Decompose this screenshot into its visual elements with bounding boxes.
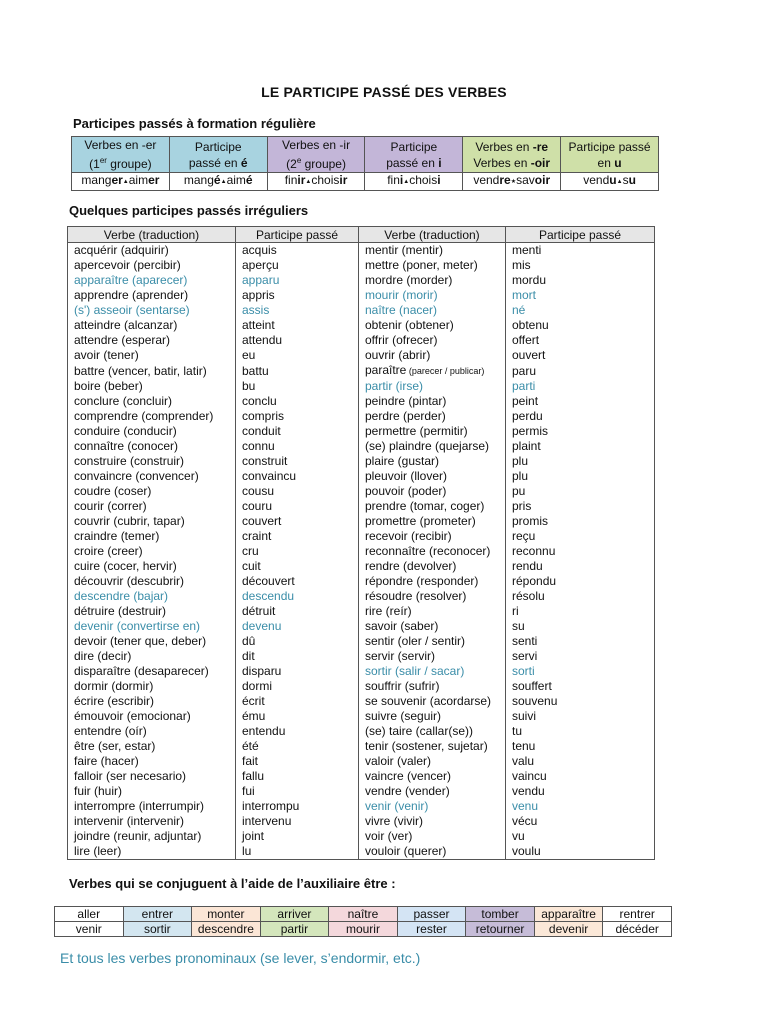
regular-section-heading: Participes passés à formation régulière	[73, 116, 316, 131]
verb-cell: interrompre (interrumpir)	[68, 799, 236, 814]
participle-cell: parti	[506, 379, 655, 394]
participle-cell: cru	[236, 544, 359, 559]
header-participle-u: Participe passé en u	[561, 137, 659, 173]
irregular-table-body	[68, 243, 655, 860]
participle-cell: menti	[506, 243, 655, 259]
table-row	[68, 844, 655, 860]
participle-cell: vu	[506, 829, 655, 844]
header-re-oir-verbs: Verbes en -re Verbes en -oir	[463, 137, 561, 173]
verb-cell: se souvenir (acordarse)	[359, 694, 506, 709]
table-row	[68, 829, 655, 844]
verb-cell: obtenir (obtener)	[359, 318, 506, 333]
participle-cell: tu	[506, 724, 655, 739]
verb-cell: devoir (tener que, deber)	[68, 634, 236, 649]
participle-cell: cousu	[236, 484, 359, 499]
participle-cell: plu	[506, 454, 655, 469]
verb-cell: plaire (gustar)	[359, 454, 506, 469]
table-row	[68, 363, 655, 379]
participle-cell: devenu	[236, 619, 359, 634]
verb-cell: apercevoir (percibir)	[68, 258, 236, 273]
verb-cell: fuir (huir)	[68, 784, 236, 799]
example-cell: vendu▲su	[561, 173, 659, 191]
participle-cell: promis	[506, 514, 655, 529]
verb-cell: battre (vencer, batir, latir)	[68, 363, 236, 379]
verb-cell: dormir (dormir)	[68, 679, 236, 694]
example-cell: manger▲aimer	[72, 173, 170, 191]
table-row	[68, 499, 655, 514]
participle-cell: plu	[506, 469, 655, 484]
participle-cell: bu	[236, 379, 359, 394]
participle-cell: reconnu	[506, 544, 655, 559]
regular-header-row	[72, 137, 659, 173]
verb-cell: reconnaître (reconocer)	[359, 544, 506, 559]
verb-cell: mentir (mentir)	[359, 243, 506, 259]
table-row	[68, 409, 655, 424]
participle-cell: répondu	[506, 574, 655, 589]
verb-cell: courir (correr)	[68, 499, 236, 514]
table-row	[68, 694, 655, 709]
participle-cell: intervenu	[236, 814, 359, 829]
header-participle-i: Participe passé en i	[365, 137, 463, 173]
verb-cell: joindre (reunir, adjuntar)	[68, 829, 236, 844]
etre-verb-cell: descendre	[192, 922, 261, 937]
verb-cell: (se) taire (callar(se))	[359, 724, 506, 739]
etre-verb-cell: rester	[397, 922, 466, 937]
table-row	[68, 739, 655, 754]
participle-cell: né	[506, 303, 655, 318]
participle-cell: ouvert	[506, 348, 655, 363]
participle-cell: dû	[236, 634, 359, 649]
participle-cell: servi	[506, 649, 655, 664]
etre-section-heading: Verbes qui se conjuguent à l’aide de l’auxiliaire être :	[69, 876, 396, 891]
participle-cell: aperçu	[236, 258, 359, 273]
participle-cell: acquis	[236, 243, 359, 259]
etre-verb-cell: monter	[192, 907, 261, 922]
participle-cell: interrompu	[236, 799, 359, 814]
verb-cell: devenir (convertirse en)	[68, 619, 236, 634]
verb-cell: servir (servir)	[359, 649, 506, 664]
verb-cell: perdre (perder)	[359, 409, 506, 424]
table-row	[68, 379, 655, 394]
etre-verb-cell: entrer	[123, 907, 192, 922]
header-er-verbs: Verbes en -er (1er groupe)	[72, 137, 170, 173]
participle-cell: peint	[506, 394, 655, 409]
verb-cell: voir (ver)	[359, 829, 506, 844]
verb-cell: valoir (valer)	[359, 754, 506, 769]
verb-cell: boire (beber)	[68, 379, 236, 394]
table-row	[68, 484, 655, 499]
participle-cell: convaincu	[236, 469, 359, 484]
verb-cell: coudre (coser)	[68, 484, 236, 499]
table-row	[68, 589, 655, 604]
etre-verb-cell: retourner	[466, 922, 535, 937]
participle-cell: pu	[506, 484, 655, 499]
participle-cell: connu	[236, 439, 359, 454]
etre-row	[55, 907, 672, 922]
participle-cell: assis	[236, 303, 359, 318]
participle-cell: résolu	[506, 589, 655, 604]
irregular-section-heading: Quelques participes passés irréguliers	[69, 203, 309, 218]
pronominal-verbs-note: Et tous les verbes pronominaux (se lever, s’endormir, etc.)	[60, 950, 421, 966]
verb-cell: vouloir (querer)	[359, 844, 506, 860]
table-row	[68, 574, 655, 589]
verb-cell: paraître (parecer / publicar)	[359, 363, 506, 379]
participle-cell: découvert	[236, 574, 359, 589]
verb-cell: mourir (morir)	[359, 288, 506, 303]
participle-cell: souffert	[506, 679, 655, 694]
verb-cell: attendre (esperar)	[68, 333, 236, 348]
participle-cell: mort	[506, 288, 655, 303]
table-row	[68, 469, 655, 484]
participle-cell: battu	[236, 363, 359, 379]
verb-cell: prendre (tomar, coger)	[359, 499, 506, 514]
table-row	[68, 559, 655, 574]
table-row	[68, 273, 655, 288]
verb-cell: intervenir (intervenir)	[68, 814, 236, 829]
table-row	[68, 784, 655, 799]
verb-cell: recevoir (recibir)	[359, 529, 506, 544]
irregular-participles-table	[67, 226, 655, 860]
verb-cell: pouvoir (poder)	[359, 484, 506, 499]
participle-cell: plaint	[506, 439, 655, 454]
table-row	[68, 544, 655, 559]
etre-verbs-table	[54, 906, 672, 937]
table-row	[68, 303, 655, 318]
table-row	[68, 514, 655, 529]
verb-cell: connaître (conocer)	[68, 439, 236, 454]
verb-cell: lire (leer)	[68, 844, 236, 860]
table-row	[68, 348, 655, 363]
etre-verb-cell: décéder	[603, 922, 672, 937]
table-row	[68, 814, 655, 829]
verb-cell: apprendre (aprender)	[68, 288, 236, 303]
table-row	[68, 754, 655, 769]
table-row	[68, 679, 655, 694]
table-row	[68, 619, 655, 634]
participle-cell: été	[236, 739, 359, 754]
participle-cell: tenu	[506, 739, 655, 754]
verb-cell: conclure (concluir)	[68, 394, 236, 409]
verb-cell: répondre (responder)	[359, 574, 506, 589]
participle-cell: appris	[236, 288, 359, 303]
example-cell: mangé▲aimé	[169, 173, 267, 191]
verb-cell: descendre (bajar)	[68, 589, 236, 604]
participle-cell: compris	[236, 409, 359, 424]
etre-verb-cell: arriver	[260, 907, 329, 922]
verb-cell: tenir (sostener, sujetar)	[359, 739, 506, 754]
participle-cell: conduit	[236, 424, 359, 439]
table-row	[68, 439, 655, 454]
table-row	[68, 258, 655, 273]
participle-cell: su	[506, 619, 655, 634]
etre-verb-cell: passer	[397, 907, 466, 922]
verb-cell: construire (construir)	[68, 454, 236, 469]
verb-cell: émouvoir (emocionar)	[68, 709, 236, 724]
verb-cell: vendre (vender)	[359, 784, 506, 799]
verb-cell: conduire (conducir)	[68, 424, 236, 439]
table-row	[68, 333, 655, 348]
participle-cell: paru	[506, 363, 655, 379]
etre-verb-cell: aller	[55, 907, 124, 922]
verb-cell: rendre (devolver)	[359, 559, 506, 574]
etre-verb-cell: devenir	[534, 922, 603, 937]
verb-cell: (s') asseoir (sentarse)	[68, 303, 236, 318]
participle-cell: joint	[236, 829, 359, 844]
verb-cell: vivre (vivir)	[359, 814, 506, 829]
participle-cell: mis	[506, 258, 655, 273]
header-ir-verbs: Verbes en -ir (2e groupe)	[267, 137, 365, 173]
verb-cell: croire (creer)	[68, 544, 236, 559]
verb-cell: faire (hacer)	[68, 754, 236, 769]
verb-cell: cuire (cocer, hervir)	[68, 559, 236, 574]
verb-cell: sentir (oler / sentir)	[359, 634, 506, 649]
participle-cell: permis	[506, 424, 655, 439]
verb-cell: offrir (ofrecer)	[359, 333, 506, 348]
example-cell: vendre★savoir	[463, 173, 561, 191]
column-header: Participe passé	[236, 227, 359, 243]
verb-cell: mordre (morder)	[359, 273, 506, 288]
column-header: Verbe (traduction)	[68, 227, 236, 243]
participle-cell: venu	[506, 799, 655, 814]
participle-cell: eu	[236, 348, 359, 363]
verb-cell: dire (decir)	[68, 649, 236, 664]
verb-cell: mettre (poner, meter)	[359, 258, 506, 273]
table-row	[68, 709, 655, 724]
etre-verb-cell: partir	[260, 922, 329, 937]
verb-cell: entendre (oír)	[68, 724, 236, 739]
participle-cell: vendu	[506, 784, 655, 799]
verb-cell: apparaître (aparecer)	[68, 273, 236, 288]
participle-cell: souvenu	[506, 694, 655, 709]
participle-cell: dit	[236, 649, 359, 664]
participle-cell: construit	[236, 454, 359, 469]
participle-cell: craint	[236, 529, 359, 544]
page-title: LE PARTICIPE PASSÉ DES VERBES	[261, 84, 507, 100]
etre-verb-cell: apparaître	[534, 907, 603, 922]
table-row	[68, 649, 655, 664]
participle-cell: détruit	[236, 604, 359, 619]
participle-cell: offert	[506, 333, 655, 348]
participle-cell: lu	[236, 844, 359, 860]
table-row	[68, 799, 655, 814]
participle-cell: rendu	[506, 559, 655, 574]
participle-cell: vaincu	[506, 769, 655, 784]
table-row	[68, 724, 655, 739]
participle-cell: couru	[236, 499, 359, 514]
participle-cell: entendu	[236, 724, 359, 739]
etre-verb-cell: naître	[329, 907, 398, 922]
etre-verb-cell: sortir	[123, 922, 192, 937]
participle-cell: vécu	[506, 814, 655, 829]
participle-cell: perdu	[506, 409, 655, 424]
verb-note: (parecer / publicar)	[406, 366, 485, 376]
verb-cell: venir (venir)	[359, 799, 506, 814]
verb-cell: rire (reír)	[359, 604, 506, 619]
participle-cell: attendu	[236, 333, 359, 348]
participle-cell: sorti	[506, 664, 655, 679]
table-row	[68, 318, 655, 333]
verb-cell: craindre (temer)	[68, 529, 236, 544]
verb-cell: disparaître (desaparecer)	[68, 664, 236, 679]
participle-cell: atteint	[236, 318, 359, 333]
verb-cell: sortir (salir / sacar)	[359, 664, 506, 679]
participle-cell: mordu	[506, 273, 655, 288]
participle-cell: écrit	[236, 694, 359, 709]
etre-row	[55, 922, 672, 937]
table-row	[68, 288, 655, 303]
verb-cell: permettre (permitir)	[359, 424, 506, 439]
participle-cell: voulu	[506, 844, 655, 860]
verb-cell: résoudre (resolver)	[359, 589, 506, 604]
verb-cell: écrire (escribir)	[68, 694, 236, 709]
verb-cell: promettre (prometer)	[359, 514, 506, 529]
verb-cell: ouvrir (abrir)	[359, 348, 506, 363]
table-row	[68, 634, 655, 649]
verb-cell: convaincre (convencer)	[68, 469, 236, 484]
column-header: Participe passé	[506, 227, 655, 243]
verb-cell: couvrir (cubrir, tapar)	[68, 514, 236, 529]
participle-cell: couvert	[236, 514, 359, 529]
participle-cell: fui	[236, 784, 359, 799]
irregular-header-row	[68, 227, 655, 243]
etre-verb-cell: venir	[55, 922, 124, 937]
table-row	[68, 604, 655, 619]
verb-cell: suivre (seguir)	[359, 709, 506, 724]
table-row	[68, 769, 655, 784]
regular-example-row	[72, 173, 659, 191]
participle-cell: conclu	[236, 394, 359, 409]
participle-cell: cuit	[236, 559, 359, 574]
participle-cell: suivi	[506, 709, 655, 724]
participle-cell: ému	[236, 709, 359, 724]
verb-cell: être (ser, estar)	[68, 739, 236, 754]
verb-cell: détruire (destruir)	[68, 604, 236, 619]
etre-table-body	[55, 907, 672, 937]
verb-cell: naître (nacer)	[359, 303, 506, 318]
participle-cell: fait	[236, 754, 359, 769]
verb-cell: vaincre (vencer)	[359, 769, 506, 784]
participle-cell: descendu	[236, 589, 359, 604]
participle-cell: senti	[506, 634, 655, 649]
participle-cell: disparu	[236, 664, 359, 679]
participle-cell: pris	[506, 499, 655, 514]
verb-cell: comprendre (comprender)	[68, 409, 236, 424]
table-row	[68, 394, 655, 409]
verb-cell: partir (irse)	[359, 379, 506, 394]
verb-cell: atteindre (alcanzar)	[68, 318, 236, 333]
etre-verb-cell: tomber	[466, 907, 535, 922]
participle-cell: reçu	[506, 529, 655, 544]
participle-cell: dormi	[236, 679, 359, 694]
participle-cell: fallu	[236, 769, 359, 784]
table-row	[68, 243, 655, 259]
verb-cell: avoir (tener)	[68, 348, 236, 363]
example-cell: finir▲choisir	[267, 173, 365, 191]
verb-cell: acquérir (adquirir)	[68, 243, 236, 259]
table-row	[68, 529, 655, 544]
verb-cell: falloir (ser necesario)	[68, 769, 236, 784]
etre-verb-cell: mourir	[329, 922, 398, 937]
participle-cell: apparu	[236, 273, 359, 288]
verb-cell: peindre (pintar)	[359, 394, 506, 409]
column-header: Verbe (traduction)	[359, 227, 506, 243]
table-row	[68, 454, 655, 469]
regular-participles-table	[71, 136, 659, 191]
etre-verb-cell: rentrer	[603, 907, 672, 922]
participle-cell: ri	[506, 604, 655, 619]
header-participle-e: Participe passé en é	[169, 137, 267, 173]
participle-cell: obtenu	[506, 318, 655, 333]
table-row	[68, 424, 655, 439]
verb-cell: souffrir (sufrir)	[359, 679, 506, 694]
verb-cell: pleuvoir (llover)	[359, 469, 506, 484]
participle-cell: valu	[506, 754, 655, 769]
example-cell: fini▲choisi	[365, 173, 463, 191]
verb-cell: découvrir (descubrir)	[68, 574, 236, 589]
verb-cell: (se) plaindre (quejarse)	[359, 439, 506, 454]
verb-cell: savoir (saber)	[359, 619, 506, 634]
table-row	[68, 664, 655, 679]
